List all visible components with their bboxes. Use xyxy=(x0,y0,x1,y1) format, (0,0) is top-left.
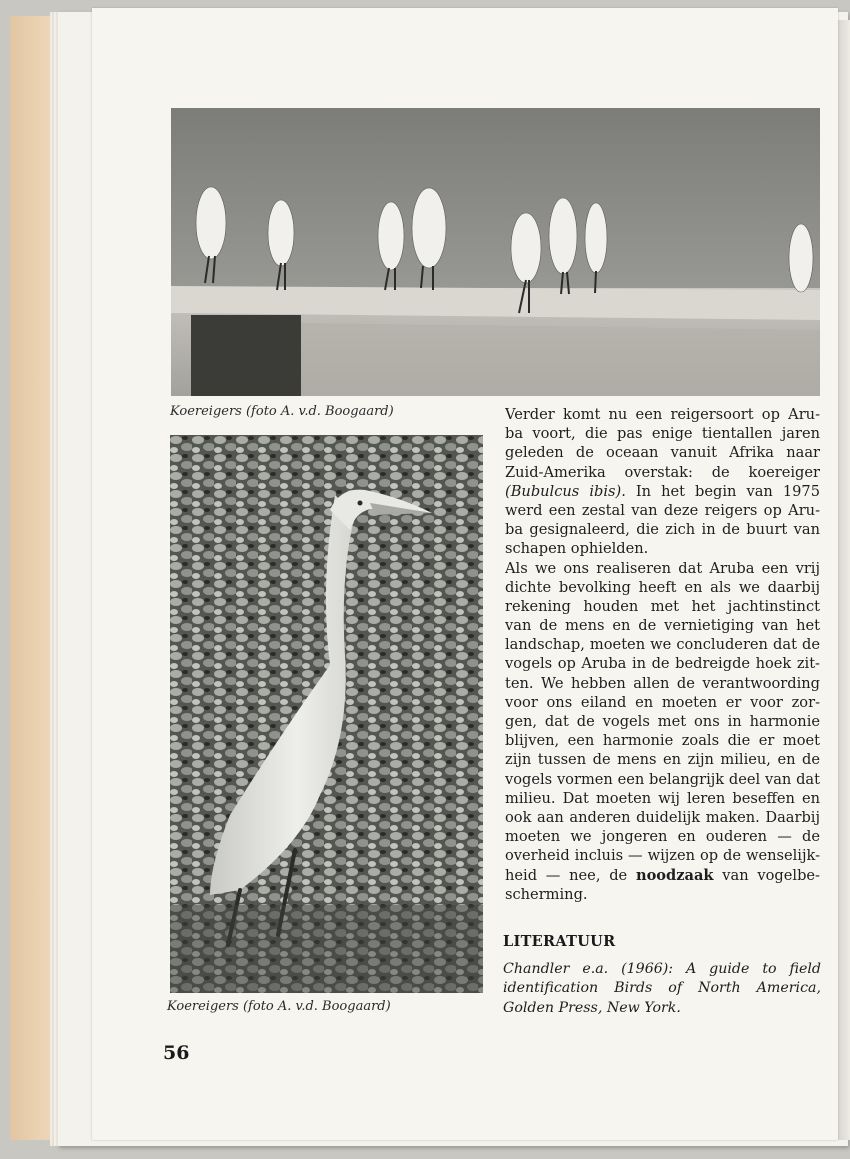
text-line: scherming. xyxy=(505,885,588,903)
text-line: schapen ophielden. xyxy=(505,540,649,558)
reference-line: Chandler e.a. (1966): A guide to field xyxy=(503,961,821,977)
text-line: dichte bevolking heeft en als we daarbij xyxy=(505,578,820,596)
text-line: blijven, een harmonie zoals die er moet xyxy=(505,732,820,750)
text-line-pre: heid — nee, de xyxy=(505,866,636,884)
literature-heading: LITERATUUR xyxy=(503,933,616,950)
text-line xyxy=(505,482,820,501)
page-number: 56 xyxy=(163,1042,190,1064)
text-line: ook aan anderen duidelijk maken. Daarbij xyxy=(505,808,820,826)
text-line: landschap, moeten we concluderen dat de xyxy=(505,636,820,654)
text-line: van de mens en de vernietiging van het xyxy=(505,617,820,635)
text-line: rekening houden met het jachtinstinct xyxy=(505,597,820,615)
text-line-rest: In het begin van 1975 xyxy=(625,482,820,500)
text-line: zijn tussen de mens en zijn milieu, en de xyxy=(505,751,820,769)
text-line: ba voort, die pas enige tientallen jaren xyxy=(505,425,820,443)
text-line: Verder komt nu een reigersoort op Aru- xyxy=(505,406,820,423)
text-line: geleden de oceaan vanuit Afrika naar xyxy=(505,444,820,462)
text-line: overheid incluis — wijzen op de wenselijk- xyxy=(505,847,820,865)
text-line: werd een zestal van deze reigers op Aru- xyxy=(505,501,820,519)
text-line: ten. We hebben allen de verantwoording xyxy=(505,674,820,692)
text-line: vogels vormen een belangrijk deel van dat xyxy=(505,770,820,788)
text-line: Zuid-Amerika overstak: de koereiger xyxy=(505,463,820,481)
text-line: vogels op Aruba in de bedreigde hoek zit- xyxy=(505,655,820,673)
text-line: Als we ons realiseren dat Aruba een vrij xyxy=(505,559,820,577)
text-line: milieu. Dat moeten wij leren beseffen en xyxy=(505,789,820,807)
text-line: ba gesignaleerd, die zich in de buurt van xyxy=(505,521,820,539)
top-photo-caption: Koereigers (foto A. v.d. Boogaard) xyxy=(170,404,394,419)
emphasis-word: noodzaak xyxy=(635,866,714,884)
text-line: moeten we jongeren en ouderen — de xyxy=(505,828,820,846)
side-photo-caption: Koereigers (foto A. v.d. Boogaard) xyxy=(167,999,391,1014)
literature-reference xyxy=(503,960,821,1018)
reference-line: identification Birds of North America, xyxy=(503,980,821,997)
reference-line: Golden Press, New York. xyxy=(503,999,681,1016)
text-line: voor ons eiland en moeten er voor zor- xyxy=(505,693,820,711)
text-line-post: van vogelbe- xyxy=(713,866,820,884)
next-page-edge xyxy=(838,20,850,1140)
egret-in-foliage-photo xyxy=(170,435,483,993)
species-name: (Bubulcus ibis). xyxy=(505,482,626,500)
body-text xyxy=(505,405,820,904)
text-line: gen, dat de vogels met ons in harmonie xyxy=(505,713,820,730)
egrets-on-wall-photo xyxy=(171,108,820,396)
text-line xyxy=(505,866,820,885)
